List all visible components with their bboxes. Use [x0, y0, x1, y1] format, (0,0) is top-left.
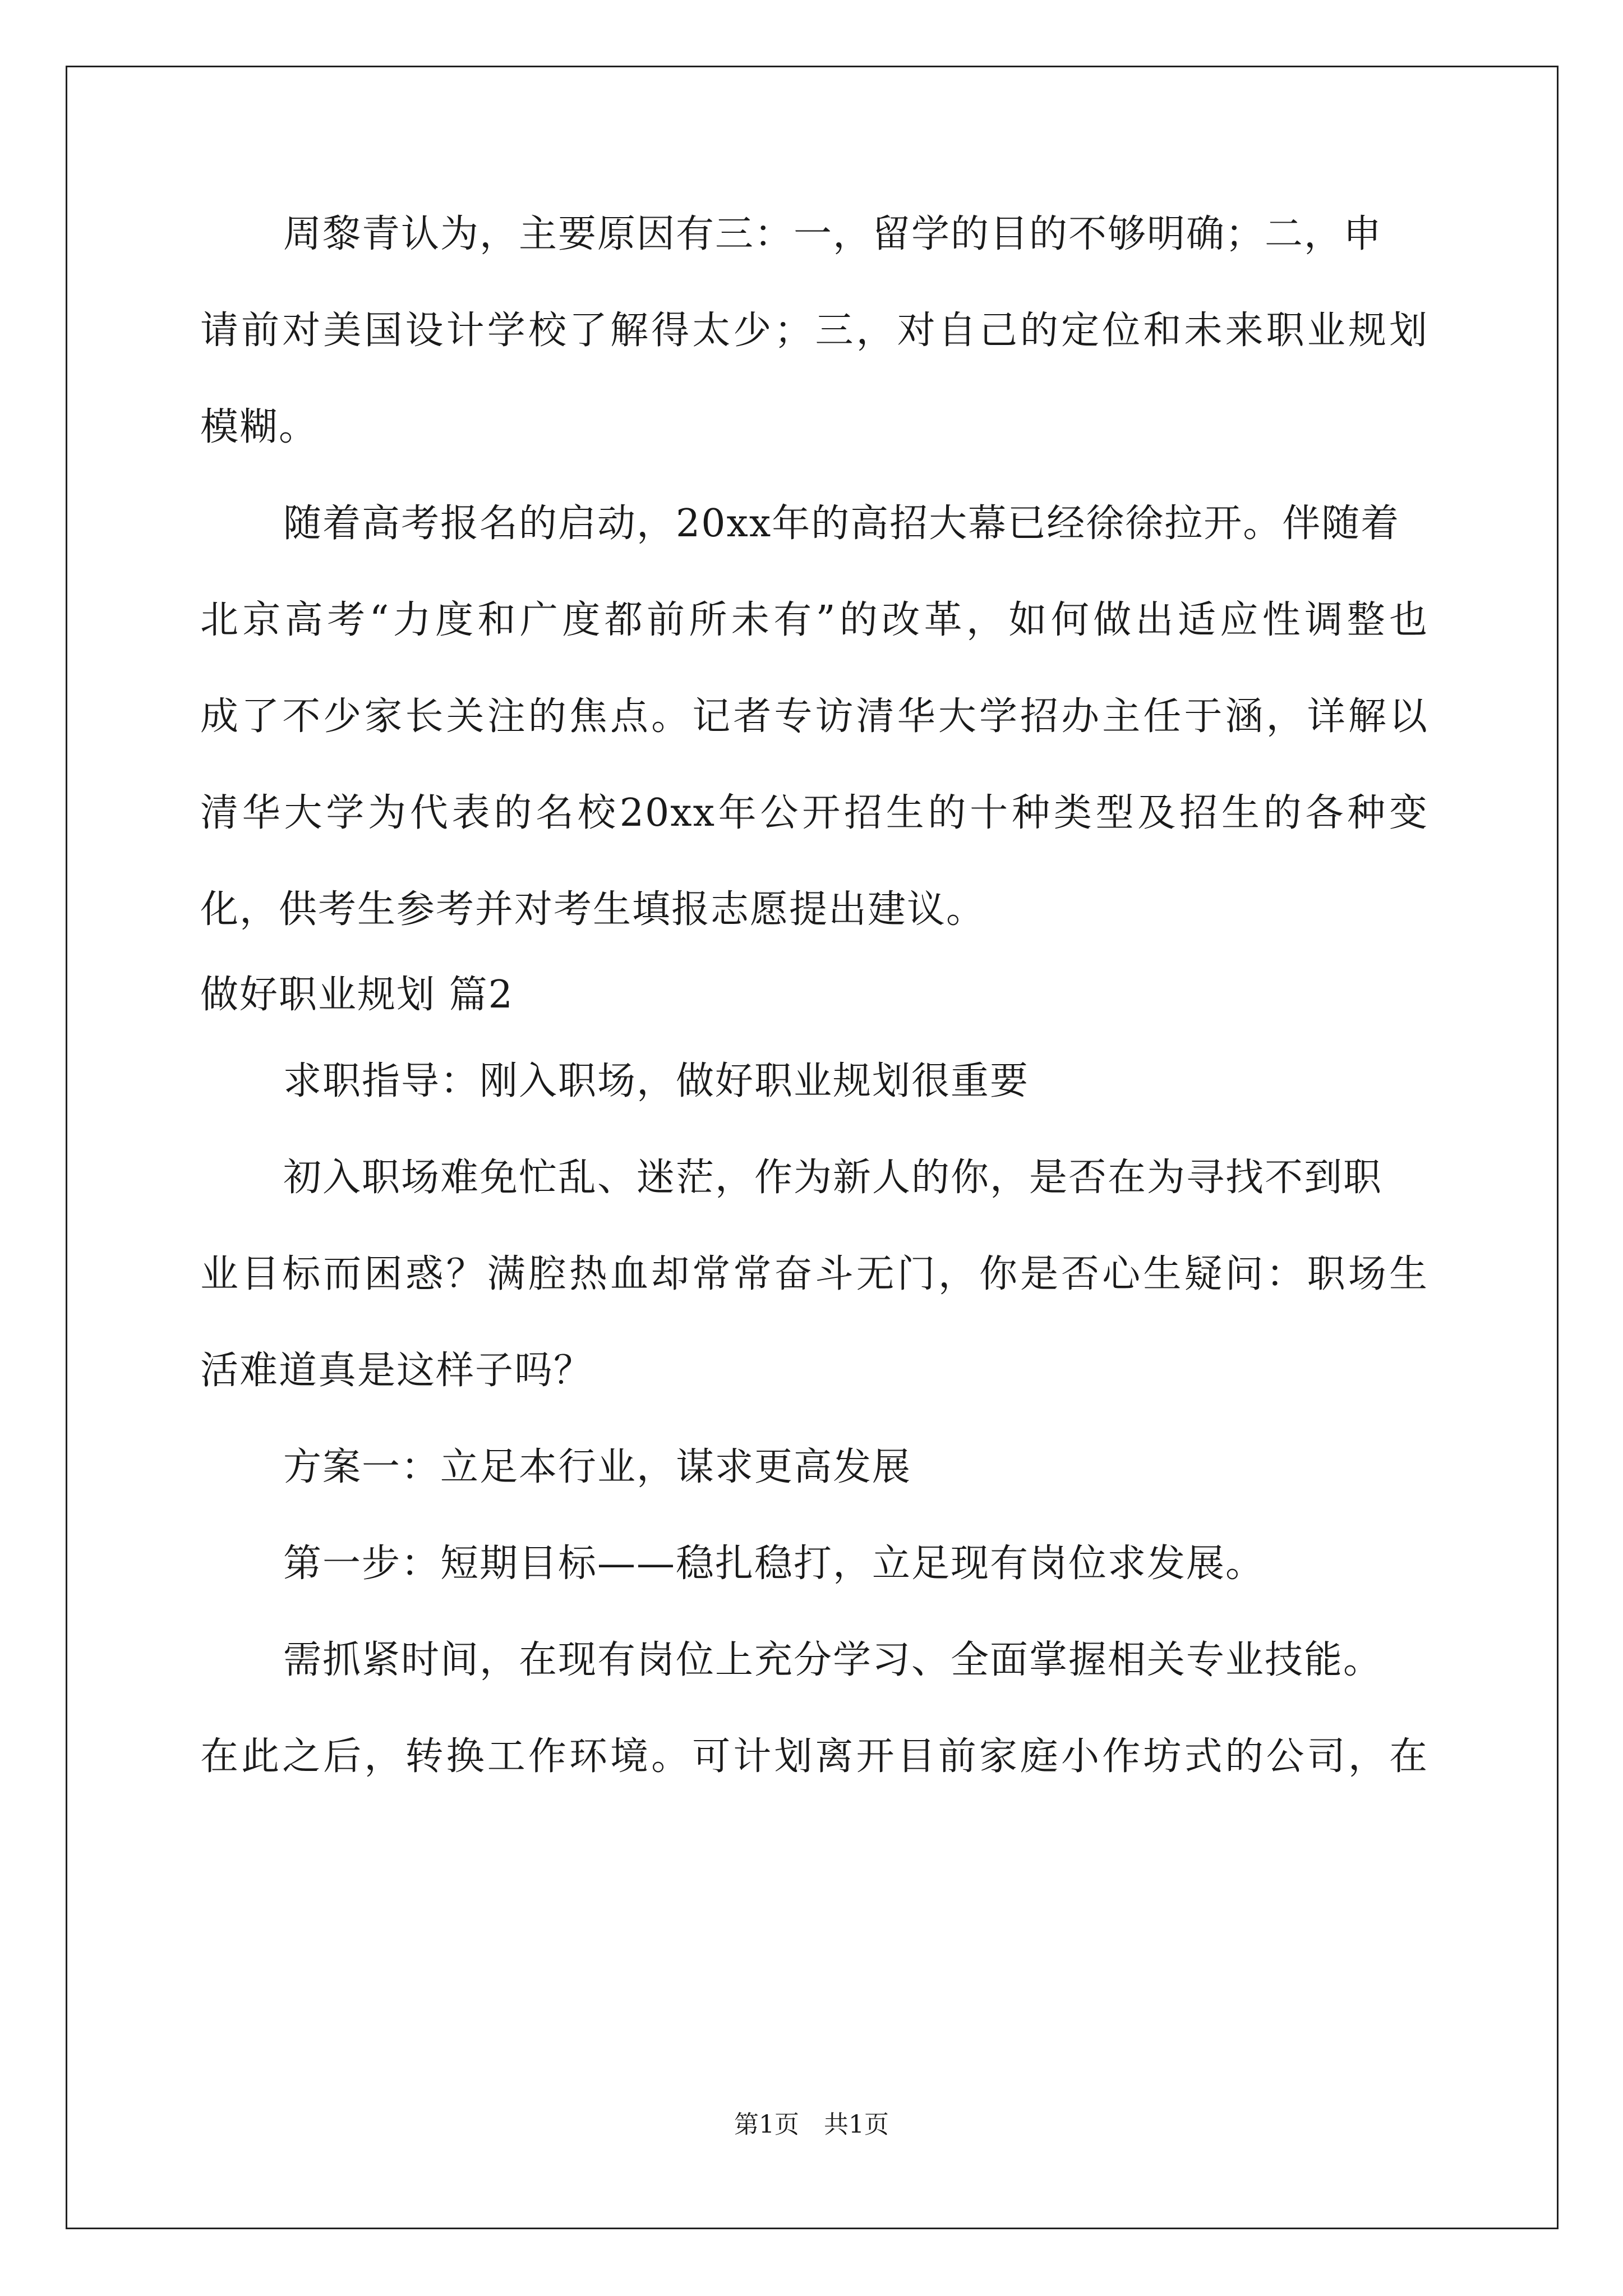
paragraph-line: 成了不少家长关注的焦点。记者专访清华大学招办主任于涵，详解以 — [200, 694, 1428, 739]
paragraph-line: 业目标而困惑？满腔热血却常常奋斗无门，你是否心生疑问：职场生 — [200, 1252, 1428, 1296]
page-footer — [0, 2108, 1623, 2142]
paragraph-line: 在此之后，转换工作环境。可计划离开目前家庭小作坊式的公司，在 — [200, 1734, 1428, 1779]
paragraph-line: 周黎青认为，主要原因有三：一，留学的目的不够明确；二，申 — [283, 212, 1383, 256]
paragraph-line: 需抓紧时间，在现有岗位上充分学习、全面掌握相关专业技能。 — [283, 1638, 1383, 1682]
paragraph-line: 北京高考“力度和广度都前所未有”的改革，如何做出适应性调整也 — [200, 598, 1428, 642]
paragraph-line: 随着高考报名的启动，20xx年的高招大幕已经徐徐拉开。伴随着 — [283, 501, 1400, 546]
paragraph-line: 方案一：立足本行业，谋求更高发展 — [283, 1445, 912, 1489]
section-heading: 做好职业规划 篇2 — [200, 973, 514, 1017]
paragraph-line: 化，供考生参考并对考生填报志愿提出建议。 — [200, 887, 986, 932]
paragraph-line: 模糊。 — [200, 405, 319, 449]
paragraph-line: 请前对美国设计学校了解得太少；三，对自己的定位和未来职业规划 — [200, 309, 1428, 353]
page-border — [66, 66, 1559, 2229]
paragraph-line: 第一步：短期目标——稳扎稳打，立足现有岗位求发展。 — [283, 1542, 1265, 1586]
page-number: 第1页 — [734, 2110, 799, 2139]
paragraph-line: 初入职场难免忙乱、迷茫，作为新人的你，是否在为寻找不到职 — [283, 1156, 1383, 1200]
page-total: 共1页 — [824, 2110, 889, 2139]
paragraph-line: 活难道真是这样子吗？ — [200, 1349, 593, 1393]
paragraph-line: 清华大学为代表的名校20xx年公开招生的十种类型及招生的各种变 — [200, 791, 1428, 835]
paragraph-line: 求职指导：刚入职场，做好职业规划很重要 — [283, 1059, 1030, 1103]
